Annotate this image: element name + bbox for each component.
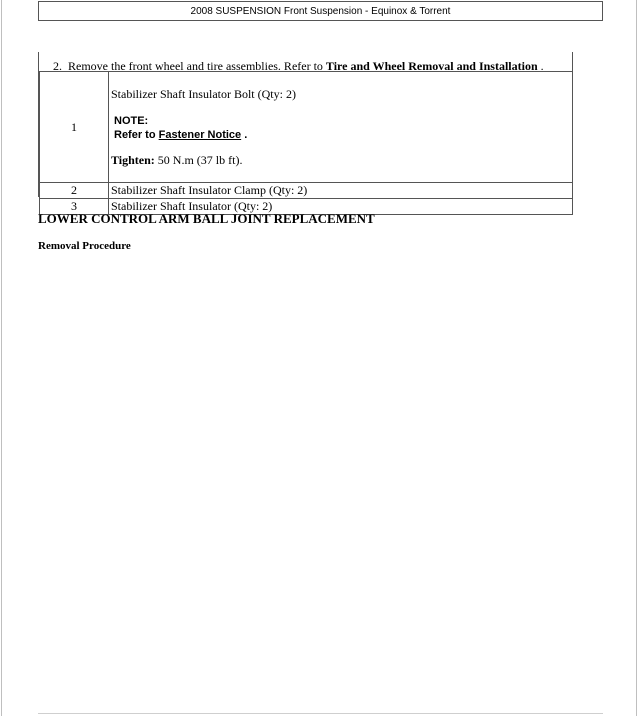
note-label: NOTE: xyxy=(114,115,149,127)
row-index: 3 xyxy=(40,199,109,215)
step-number: 2. xyxy=(53,59,62,73)
page-right-border xyxy=(636,0,637,716)
page-header xyxy=(38,1,603,21)
row-index: 1 xyxy=(40,72,109,183)
note-prefix: Refer to xyxy=(114,129,156,141)
section-title: LOWER CONTROL ARM BALL JOINT REPLACEMENT xyxy=(38,211,375,226)
note-suffix: . xyxy=(244,129,248,141)
row-description-cell xyxy=(109,72,573,183)
parts-table xyxy=(39,71,573,215)
tighten-value: 50 N.m (37 lb ft). xyxy=(157,153,243,167)
row-description: Stabilizer Shaft Insulator Clamp (Qty: 2) xyxy=(109,183,573,199)
fastener-notice-link[interactable]: Fastener Notice xyxy=(158,129,242,141)
step-text: Remove the front wheel and tire assemblies. Refer to xyxy=(68,59,323,73)
section-subtitle: Removal Procedure xyxy=(38,240,131,252)
note-text xyxy=(111,129,570,141)
page-left-border xyxy=(1,0,2,716)
step-end: . xyxy=(540,59,544,73)
row-description: Stabilizer Shaft Insulator Bolt (Qty: 2) xyxy=(111,87,296,101)
table-row xyxy=(40,72,573,183)
page-header-title: 2008 SUSPENSION Front Suspension - Equinox & Torrent xyxy=(190,5,451,17)
page-bottom-rule xyxy=(38,713,603,714)
tighten-label: Tighten: xyxy=(111,153,155,167)
tighten-spec xyxy=(111,153,570,167)
tire-wheel-link[interactable]: Tire and Wheel Removal and Installation xyxy=(325,59,538,73)
row-description: Stabilizer Shaft Insulator (Qty: 2) xyxy=(109,199,573,215)
table-row xyxy=(40,183,573,199)
step-block xyxy=(38,52,573,213)
row-index: 2 xyxy=(40,183,109,199)
